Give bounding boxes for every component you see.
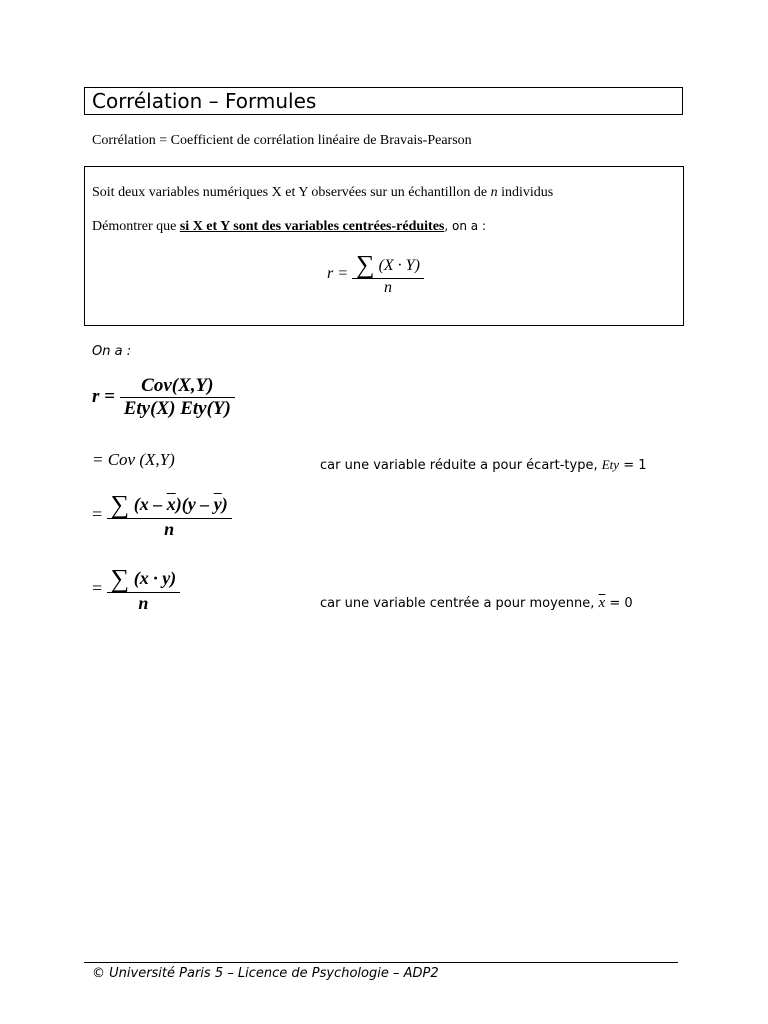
subtitle: Corrélation = Coefficient de corrélation linéaire de Bravais-Pearson (92, 133, 472, 148)
theorem-line2-a: Démontrer que (92, 219, 180, 234)
sum-symbol: ∑ (110, 564, 130, 593)
formula-lhs: r = (327, 265, 349, 283)
step4-numerator (107, 566, 181, 592)
formula-numerator (352, 252, 424, 278)
footer-divider (84, 962, 678, 963)
step1-numerator: Cov(X,Y) (141, 375, 214, 396)
step3-num-a: (x – (133, 494, 167, 514)
step4-denominator: n (138, 593, 149, 613)
theorem-line1-b: individus (497, 185, 554, 200)
step1-denominator: Ety(X) Ety(Y) (123, 398, 231, 419)
step4-note-var: $\overline{x}$ (598, 595, 606, 611)
step3-num-b: )(y – (175, 494, 214, 514)
theorem-formula (327, 252, 424, 297)
footer: © Université Paris 5 – Licence de Psychologie – ADP2 (92, 966, 439, 981)
theorem-line1-a: Soit deux variables numériques X et Y observées sur un échantillon de (92, 185, 491, 200)
step2-note-var: Ety (601, 457, 620, 472)
step3-num-c: ) (221, 494, 228, 514)
step3-numerator (107, 492, 232, 518)
step2-note-end: = 1 (619, 458, 647, 473)
proof-step3 (92, 492, 232, 540)
step1-lhs: r = (92, 385, 115, 407)
step3-fraction (107, 492, 232, 540)
proof-step2: = Cov (X,Y) (92, 450, 175, 469)
step4-eq: = (92, 578, 103, 599)
theorem-task (92, 219, 486, 235)
step3-xbar: $\overline{x}$ (166, 494, 176, 514)
theorem-n: n (490, 185, 498, 200)
formula-numerator-text: (X · Y) (378, 257, 420, 274)
formula-fraction (352, 252, 424, 297)
step3-eq: = (92, 504, 103, 525)
step4-numerator-text: (x · y) (133, 568, 177, 588)
sum-symbol: ∑ (110, 490, 130, 519)
proof-intro: On a : (92, 344, 132, 359)
step4-note-text: car une variable centrée a pour moyenne, (320, 596, 599, 611)
step4-fraction (107, 566, 181, 614)
step3-ybar: $\overline{y}$ (213, 494, 222, 514)
step4-note-end: = 0 (605, 596, 633, 611)
step2-note (320, 457, 647, 473)
formula-denominator: n (383, 279, 392, 296)
theorem-condition: si X et Y sont des variables centrées-réduites (179, 219, 445, 234)
sum-symbol: ∑ (356, 250, 375, 279)
proof-step4 (92, 566, 180, 614)
step3-denominator: n (164, 519, 175, 539)
page-title: Corrélation – Formules (84, 87, 683, 115)
theorem-statement (92, 185, 553, 201)
step1-fraction (120, 375, 235, 420)
step4-note (320, 595, 633, 612)
proof-step1 (92, 375, 235, 420)
step2-note-text: car une variable réduite a pour écart-type, (320, 458, 602, 473)
theorem-line2-b: , on a : (444, 219, 486, 233)
